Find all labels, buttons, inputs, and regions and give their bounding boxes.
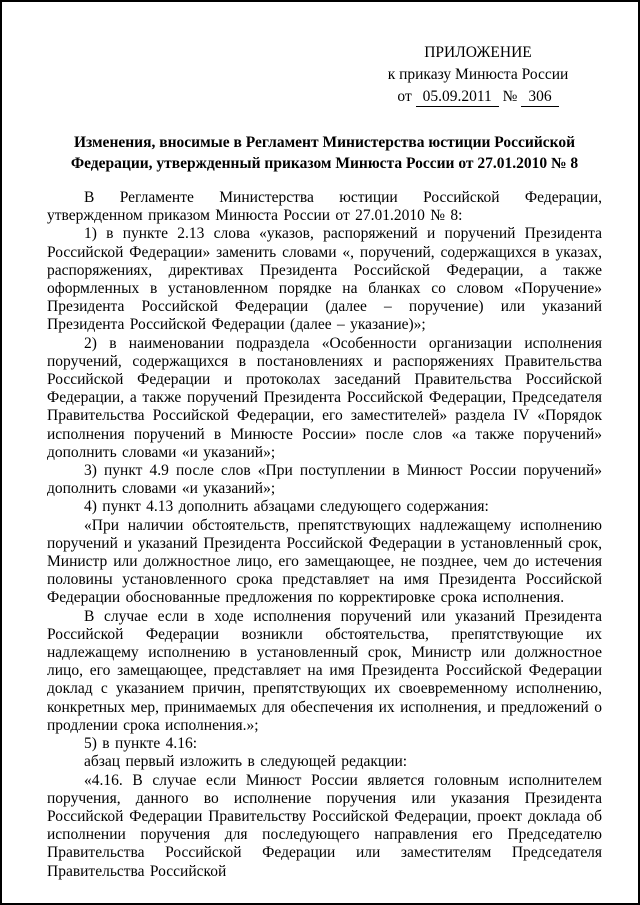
document-title: Изменения, вносимые в Регламент Министерства юстиции Российской Федерации, утвержденный приказом Минюста России от 27.01.2010 № 8 [70,134,579,172]
order-number: 306 [521,88,558,107]
paragraph: 4) пункт 4.13 дополнить абзацами следующего содержания: [84,498,489,516]
paragraph: 5) в пункте 4.16: [84,735,198,753]
paragraph: В случае если в ходе исполнения поручений или указаний Президента Российской Федерации возникли обстоятельства, препятствующие их надлежащему исполнению в установленный срок, Министр или должностное лицо, его замещающее, представляет на имя Президента Российской Федерации доклад с указанием причин, препятствующих их своевременному исполнению, конкретных мер, принимаемых для обеспечения их исполнения, и предложений о продлении срока исполнения.»; [47,607,602,734]
approval-block [354,42,602,108]
paragraph: 3) пункт 4.9 после слов «При поступлении в Минюст России поручений» дополнить словами «и указаний»; [47,462,602,498]
paragraph: «4.16. В случае если Минюст России является головным исполнителем поручения, данного во исполнение поручения или указания Президента Российской Федерации Правительству Российской Федерации, проект доклада об исполнении поручения для последующего направления его Председателю Правительства Российской Федерации или заместителям Председателя Правительства Российской [47,771,602,880]
order-date-number [354,86,602,108]
number-sign: № [502,88,518,105]
order-reference: к приказу Минюста России [387,66,569,83]
paragraph: «При наличии обстоятельств, препятствующих надлежащему исполнению поручений и указаний Президента Российской Федерации в установленный срок, Министр или должностное лицо, его замещающее, не позднее, чем до истечения половины установленного срока представляет на имя Президента Российской Федерации обоснованные предложения по корректировке срока исполнения. [47,516,602,607]
paragraph: 2) в наименовании подраздела «Особенности организации исполнения поручений, содержащихся в постановлениях и распоряжениях Правительства Российской Федерации и протоколах заседаний Правительства Российской Федерации, а также поручений Президента Российской Федерации, Председателя Правительства Российской Федерации, его заместителей» раздела IV «Порядок исполнения поручений в Минюсте России» после слов «а также поручений» дополнить словами «и указаний»; [47,334,602,461]
paragraph: абзац первый изложить в следующей редакции: [84,753,408,771]
date-prefix: от [397,88,412,105]
paragraph: В Регламенте Министерства юстиции Российской Федерации, утвержденном приказом Минюста России от 27.01.2010 № 8: [47,189,602,225]
appendix-label: ПРИЛОЖЕНИЕ [424,44,532,61]
paragraph: 1) в пункте 2.13 слова «указов, распоряжений и поручений Президента Российской Федерации» заменить словами «, поручений, содержащихся в указах, распоряжениях, директивах Президента Российской Федерации, а также оформленных в установленном порядке на бланках со словом «Поручение» Президента Российской Федерации (далее – поручение) или указаний Президента Российской Федерации (далее – указание)»; [47,225,602,334]
order-date: 05.09.2011 [416,88,499,107]
